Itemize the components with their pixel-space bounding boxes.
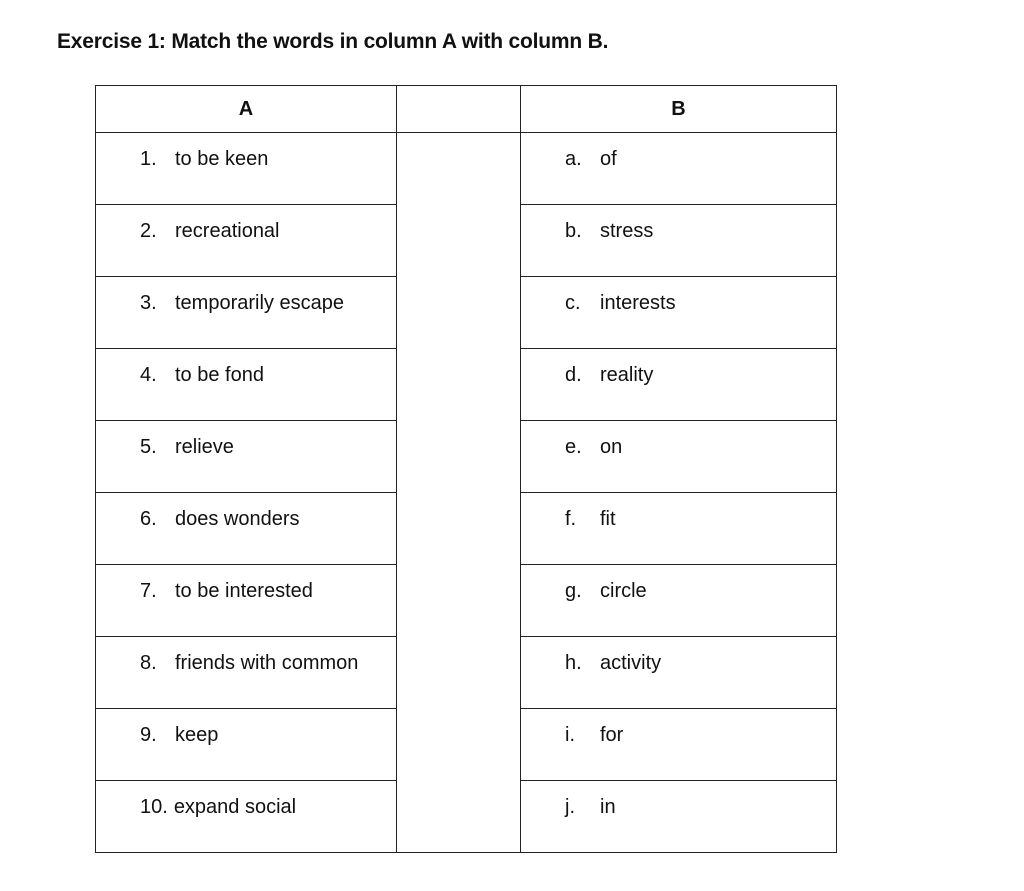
- column-b-word: interests: [600, 292, 676, 314]
- answer-cell[interactable]: [397, 349, 521, 421]
- column-a-cell: [96, 781, 397, 853]
- answer-column-header: [397, 86, 521, 133]
- column-b-cell: [521, 781, 837, 853]
- item-number: 7.: [140, 580, 157, 602]
- column-b-cell: [521, 205, 837, 277]
- answer-cell[interactable]: [397, 781, 521, 853]
- table-row: [96, 493, 837, 565]
- column-a-cell: [96, 565, 397, 637]
- column-a-cell: [96, 493, 397, 565]
- column-b-cell: [521, 637, 837, 709]
- answer-cell[interactable]: [397, 493, 521, 565]
- answer-cell[interactable]: [397, 709, 521, 781]
- column-a-cell: [96, 349, 397, 421]
- column-b-cell: [521, 565, 837, 637]
- column-b-word: fit: [600, 508, 616, 530]
- item-letter: g.: [565, 580, 582, 602]
- column-b-word: in: [600, 796, 616, 818]
- column-b-word: activity: [600, 652, 662, 674]
- column-b-cell: [521, 709, 837, 781]
- table-row: [96, 205, 837, 277]
- item-letter: f.: [565, 508, 577, 530]
- answer-cell[interactable]: [397, 637, 521, 709]
- column-a-word: to be interested: [175, 580, 313, 602]
- column-a-cell: [96, 277, 397, 349]
- header-row: [96, 86, 837, 133]
- column-a-word: friends with common: [175, 652, 359, 674]
- column-a-word: recreational: [175, 220, 280, 242]
- column-b-header: B: [521, 86, 837, 133]
- answer-cell[interactable]: [397, 277, 521, 349]
- table-row: [96, 709, 837, 781]
- item-number: 9.: [140, 724, 157, 746]
- answer-cell[interactable]: [397, 205, 521, 277]
- table-row: [96, 565, 837, 637]
- item-letter: i.: [565, 724, 575, 746]
- column-a-word: expand social: [173, 796, 297, 818]
- item-number: 10.: [140, 796, 168, 818]
- column-b-cell: [521, 421, 837, 493]
- item-letter: e.: [565, 436, 582, 458]
- answer-cell[interactable]: [397, 421, 521, 493]
- column-a-cell: [96, 637, 397, 709]
- column-a-cell: [96, 205, 397, 277]
- table-row: [96, 781, 837, 853]
- item-number: 5.: [140, 436, 157, 458]
- column-b-cell: [521, 133, 837, 205]
- answer-cell[interactable]: [397, 565, 521, 637]
- column-a-word: to be keen: [175, 148, 269, 170]
- item-letter: c.: [565, 292, 581, 314]
- column-b-word: of: [600, 148, 617, 170]
- column-a-cell: [96, 133, 397, 205]
- item-letter: b.: [565, 220, 582, 242]
- item-number: 3.: [140, 292, 157, 314]
- column-b-cell: [521, 349, 837, 421]
- item-number: 2.: [140, 220, 157, 242]
- item-letter: d.: [565, 364, 582, 386]
- item-letter: h.: [565, 652, 582, 674]
- column-a-word: to be fond: [175, 364, 264, 386]
- column-b-word: on: [600, 436, 623, 458]
- matching-table: [95, 85, 837, 853]
- column-a-cell: [96, 421, 397, 493]
- column-a-word: does wonders: [175, 508, 300, 530]
- column-b-cell: [521, 277, 837, 349]
- column-b-word: reality: [600, 364, 654, 386]
- column-b-word: circle: [600, 580, 647, 602]
- column-b-word: for: [600, 724, 624, 746]
- exercise-title: Exercise 1: Match the words in column A with column B.: [57, 30, 609, 53]
- answer-cell[interactable]: [397, 133, 521, 205]
- item-letter: a.: [565, 148, 582, 170]
- item-number: 6.: [140, 508, 157, 530]
- column-b-cell: [521, 493, 837, 565]
- column-a-header: A: [96, 86, 397, 133]
- column-a-word: keep: [175, 724, 219, 746]
- item-number: 8.: [140, 652, 157, 674]
- table-row: [96, 637, 837, 709]
- column-b-word: stress: [600, 220, 654, 242]
- table-row: [96, 421, 837, 493]
- column-a-cell: [96, 709, 397, 781]
- column-a-word: temporarily escape: [175, 292, 344, 314]
- column-a-word: relieve: [175, 436, 234, 458]
- item-letter: j.: [565, 796, 575, 818]
- table-row: [96, 133, 837, 205]
- item-number: 4.: [140, 364, 157, 386]
- table-row: [96, 349, 837, 421]
- item-number: 1.: [140, 148, 157, 170]
- table-row: [96, 277, 837, 349]
